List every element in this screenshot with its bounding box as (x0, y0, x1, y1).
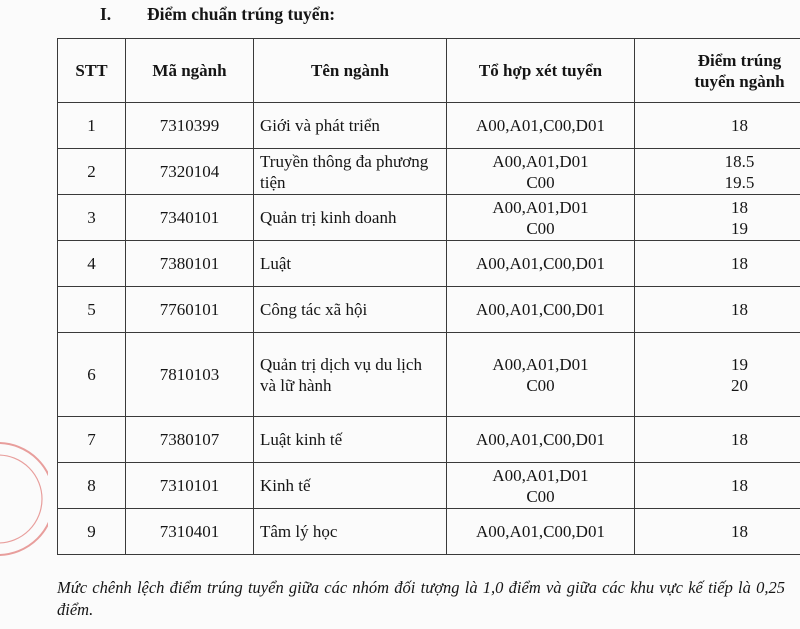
cell-diem (635, 149, 800, 195)
cell-ten-nganh-line: Luật (260, 254, 292, 273)
cell-ten-nganh (254, 287, 447, 333)
cell-diem-line: 18 (731, 430, 748, 449)
cell-stt: 1 (58, 103, 126, 149)
cell-to-hop (447, 287, 635, 333)
cell-to-hop-line: C00 (526, 375, 555, 395)
table-row (58, 287, 800, 333)
table-body (58, 103, 800, 555)
cell-to-hop (447, 241, 635, 287)
cell-diem (635, 103, 800, 149)
cell-to-hop-line: A00,A01,D01 (492, 197, 589, 217)
cell-ten-nganh-line: Công tác xã hội (260, 300, 368, 319)
cell-ten-nganh-line: Giới và phát triển (260, 116, 380, 135)
section-number: I. (100, 4, 112, 24)
cell-diem-line: 19.5 (724, 172, 755, 192)
cell-to-hop-line: C00 (526, 218, 555, 238)
section-title: Điểm chuẩn trúng tuyển: (147, 4, 336, 24)
cell-stt: 4 (58, 241, 126, 287)
cell-stt: 6 (58, 333, 126, 417)
cell-diem-line: 18 (731, 254, 748, 273)
cell-to-hop-line: A00,A01,C00,D01 (476, 522, 605, 541)
cell-ten-nganh (254, 241, 447, 287)
table-row (58, 149, 800, 195)
table-row (58, 509, 800, 555)
cell-diem (635, 195, 800, 241)
red-seal-stamp (0, 440, 48, 558)
cell-ma-nganh: 7310401 (126, 509, 254, 555)
cell-ten-nganh (254, 195, 447, 241)
cell-stt: 3 (58, 195, 126, 241)
table-row (58, 333, 800, 417)
cell-stt: 5 (58, 287, 126, 333)
cell-ten-nganh (254, 333, 447, 417)
cell-ten-nganh-line: và lữ hành (260, 375, 332, 395)
cell-to-hop-line: C00 (526, 486, 555, 506)
table-row (58, 103, 800, 149)
footnote: Mức chênh lệch điểm trúng tuyển giữa các nhóm đối tượng là 1,0 điểm và giữa các khu vực kế tiếp là 0,25 điểm. (57, 578, 785, 619)
header-ma-nganh: Mã ngành (126, 39, 254, 103)
cell-ten-nganh-line: Quản trị kinh doanh (260, 208, 397, 227)
header-diem (635, 39, 800, 103)
cell-diem-line: 20 (731, 375, 748, 395)
cell-to-hop (447, 195, 635, 241)
cell-ma-nganh: 7380101 (126, 241, 254, 287)
cell-ma-nganh: 7340101 (126, 195, 254, 241)
cell-ten-nganh-line: Quản trị dịch vụ du lịch (260, 354, 422, 374)
cell-ten-nganh-line: Tâm lý học (260, 522, 338, 541)
cell-diem-line: 18 (731, 476, 748, 495)
cell-ma-nganh: 7320104 (126, 149, 254, 195)
header-ten-nganh: Tên ngành (254, 39, 447, 103)
cell-diem-line: 19 (731, 354, 748, 374)
cell-ma-nganh: 7760101 (126, 287, 254, 333)
cell-diem (635, 417, 800, 463)
cell-to-hop (447, 463, 635, 509)
cell-ten-nganh (254, 103, 447, 149)
cell-diem (635, 287, 800, 333)
cell-ten-nganh-line: Kinh tế (260, 476, 311, 495)
cell-diem (635, 333, 800, 417)
cell-diem-line: 19 (731, 218, 748, 238)
cell-to-hop-line: A00,A01,D01 (492, 465, 589, 485)
cell-ten-nganh (254, 463, 447, 509)
cell-stt: 2 (58, 149, 126, 195)
cell-diem-line: 18 (731, 116, 748, 135)
cell-diem (635, 463, 800, 509)
cell-to-hop-line: A00,A01,D01 (492, 354, 589, 374)
cell-diem (635, 241, 800, 287)
table-row (58, 195, 800, 241)
cell-to-hop (447, 333, 635, 417)
cell-ma-nganh: 7810103 (126, 333, 254, 417)
cell-to-hop-line: A00,A01,C00,D01 (476, 300, 605, 319)
cell-diem (635, 509, 800, 555)
cell-ten-nganh (254, 509, 447, 555)
cell-ma-nganh: 7380107 (126, 417, 254, 463)
header-diem-line2: tuyển ngành (694, 71, 785, 91)
cell-to-hop-line: A00,A01,C00,D01 (476, 254, 605, 273)
cell-stt: 7 (58, 417, 126, 463)
cell-diem-line: 18 (731, 300, 748, 319)
table-row (58, 417, 800, 463)
cell-to-hop-line: A00,A01,C00,D01 (476, 430, 605, 449)
cell-diem-line: 18.5 (724, 151, 755, 171)
cell-to-hop (447, 417, 635, 463)
header-stt: STT (58, 39, 126, 103)
cell-ten-nganh (254, 149, 447, 195)
table-row (58, 463, 800, 509)
header-to-hop: Tổ hợp xét tuyển (447, 39, 635, 103)
cell-to-hop (447, 509, 635, 555)
cell-to-hop-line: C00 (526, 172, 555, 192)
section-heading (100, 4, 335, 25)
cell-to-hop (447, 103, 635, 149)
cell-to-hop-line: A00,A01,D01 (492, 151, 589, 171)
cell-ten-nganh (254, 417, 447, 463)
cell-to-hop-line: A00,A01,C00,D01 (476, 116, 605, 135)
cell-diem-line: 18 (731, 197, 748, 217)
table-row (58, 241, 800, 287)
cell-stt: 9 (58, 509, 126, 555)
cell-ma-nganh: 7310101 (126, 463, 254, 509)
cell-ma-nganh: 7310399 (126, 103, 254, 149)
table-header-row (58, 39, 800, 103)
header-diem-line1: Điểm trúng (697, 50, 782, 70)
cell-ten-nganh-line: tiện (260, 172, 286, 192)
cell-to-hop (447, 149, 635, 195)
cell-ten-nganh-line: Truyền thông đa phương (260, 151, 429, 171)
cell-ten-nganh-line: Luật kinh tế (260, 430, 343, 449)
cell-stt: 8 (58, 463, 126, 509)
admission-score-table (57, 38, 800, 555)
cell-diem-line: 18 (731, 522, 748, 541)
